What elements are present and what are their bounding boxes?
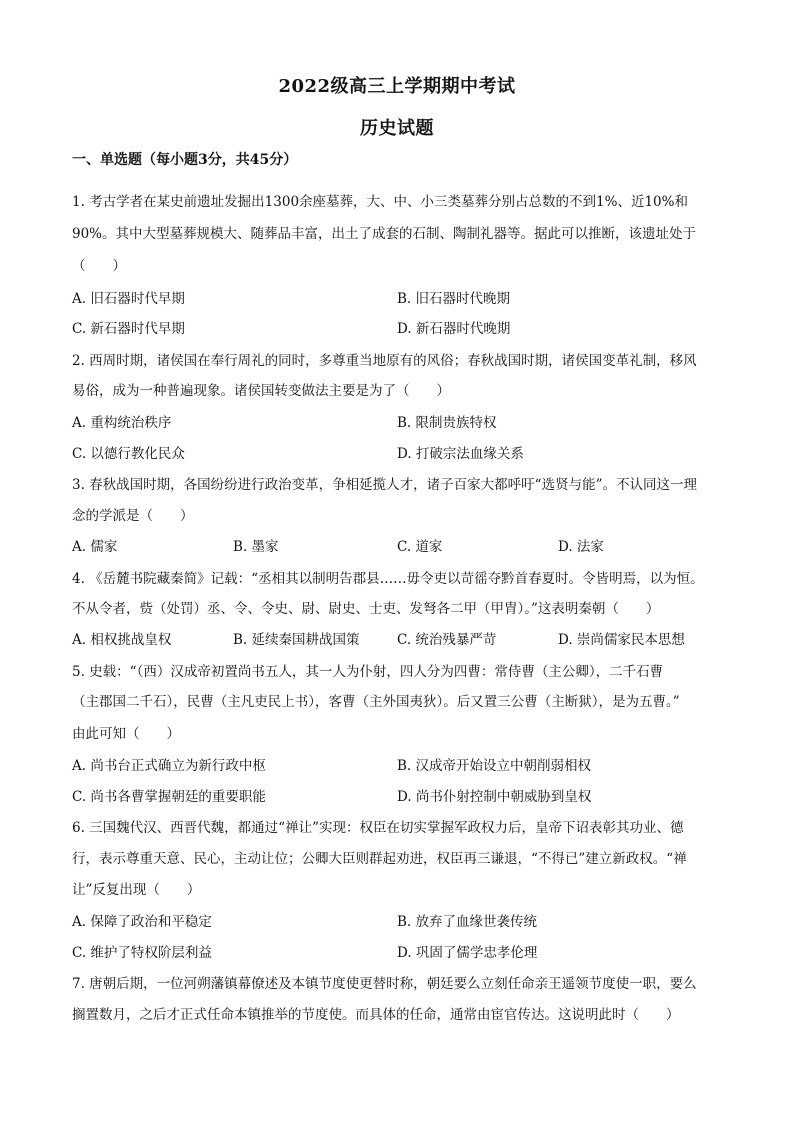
question-4-option-a[interactable]: A. 相权挑战皇权 <box>72 632 172 648</box>
question-1-option-a[interactable]: A. 旧石器时代早期 <box>72 291 185 307</box>
question-6-option-d[interactable]: D. 巩固了儒学忠孝伦理 <box>397 945 538 961</box>
question-1-option-d[interactable]: D. 新石器时代晚期 <box>397 321 511 337</box>
exam-title: 2022级高三上学期期中考试 <box>278 76 516 97</box>
question-3-option-b[interactable]: B. 墨家 <box>233 539 279 555</box>
question-6-line-3: 让”反复出现（ ） <box>72 882 201 898</box>
question-4-option-c[interactable]: C. 统治残暴严苛 <box>397 632 497 648</box>
question-3-option-a[interactable]: A. 儒家 <box>72 539 118 555</box>
question-2-option-c[interactable]: C. 以德行教化民众 <box>72 446 185 462</box>
question-4-option-b[interactable]: B. 延续秦国耕战国策 <box>233 632 360 648</box>
question-4-option-d[interactable]: D. 崇尚儒家民本思想 <box>558 632 685 648</box>
question-1-line-1: 1. 考古学者在某史前遗址发掘出1300余座墓葬，大、中、小三类墓葬分别占总数的不到1%、近10%和 <box>72 194 688 210</box>
question-4-line-2: 不从令者，赀（处罚）丞、令、令史、尉、尉史、士吏、发弩各二甲（甲胄）。”这表明秦朝（ ） <box>72 601 660 617</box>
question-6-line-1: 6. 三国魏代汉、西晋代魏，都通过“禅让”实现：权臣在切实掌握军政权力后，皇帝下诏表彰其功业、德 <box>72 820 684 836</box>
question-2-option-a[interactable]: A. 重构统治秩序 <box>72 415 172 431</box>
question-3-line-2: 念的学派是（ ） <box>72 508 194 524</box>
question-7-line-1: 7. 唐朝后期，一位河朔藩镇幕僚述及本镇节度使更替时称，朝廷要么立刻任命亲王遥领节度使一职，要么 <box>72 976 697 992</box>
question-6-option-a[interactable]: A. 保障了政治和平稳定 <box>72 914 212 930</box>
question-1-option-c[interactable]: C. 新石器时代早期 <box>72 321 185 337</box>
question-6-line-2: 行，表示尊重天意、民心，主动让位；公卿大臣则群起劝进，权臣再三谦退，“不得已”建立新政权。“禅 <box>72 851 687 867</box>
question-1-line-2: 90%。其中大型墓葬规模大、随葬品丰富，出土了成套的石制、陶制礼器等。据此可以推断，该遗址处于 <box>72 226 697 242</box>
question-4-line-1: 4. 《岳麓书院藏秦简》记载：“丞相其以制明告郡县……毋令吏以苛徭夺黔首春夏时。令皆明焉，以为恒。 <box>72 571 704 587</box>
question-1-line-3: （ ） <box>72 258 126 274</box>
question-5-line-3: 由此可知（ ） <box>72 726 180 742</box>
question-3-option-d[interactable]: D. 法家 <box>558 539 604 555</box>
question-3-line-1: 3. 春秋战国时期，各国纷纷进行政治变革，争相延揽人才，诸子百家大都呼吁“选贤与能”。不认同这一理 <box>72 477 697 493</box>
question-1-option-b[interactable]: B. 旧石器时代晚期 <box>397 291 511 307</box>
question-2-line-1: 2. 西周时期，诸侯国在奉行周礼的同时，多尊重当地原有的风俗；春秋战国时期，诸侯国变革礼制，移风 <box>72 353 697 369</box>
question-3-option-c[interactable]: C. 道家 <box>397 539 443 555</box>
section-heading: 一、单选题（每小题3分，共45分） <box>72 152 298 168</box>
question-2-line-2: 易俗，成为一种普遍现象。诸侯国转变做法主要是为了（ ） <box>72 383 450 399</box>
question-5-option-c[interactable]: C. 尚书各曹掌握朝廷的重要职能 <box>72 789 266 805</box>
exam-subtitle: 历史试题 <box>360 118 434 139</box>
question-5-option-d[interactable]: D. 尚书仆射控制中朝威胁到皇权 <box>397 789 592 805</box>
question-6-option-c[interactable]: C. 维护了特权阶层利益 <box>72 945 212 961</box>
question-7-line-2: 搁置数月，之后才正式任命本镇推举的节度使。而具体的任命，通常由宦官传达。这说明此时（ ） <box>72 1007 680 1023</box>
question-2-option-b[interactable]: B. 限制贵族特权 <box>397 415 497 431</box>
question-5-option-a[interactable]: A. 尚书台正式确立为新行政中枢 <box>72 758 266 774</box>
question-6-option-b[interactable]: B. 放弃了血缘世袭传统 <box>397 914 538 930</box>
question-2-option-d[interactable]: D. 打破宗法血缘关系 <box>397 446 524 462</box>
question-5-line-1: 5. 史载：“（西）汉成帝初置尚书五人，其一人为仆射，四人分为四曹：常侍曹（主公卿），二千石曹 <box>72 664 664 680</box>
question-5-line-2: （主郡国二千石），民曹（主凡吏民上书），客曹（主外国夷狄）。后又置三公曹（主断狱），是为五曹。” <box>72 694 680 710</box>
question-5-option-b[interactable]: B. 汉成帝开始设立中朝削弱相权 <box>397 758 592 774</box>
